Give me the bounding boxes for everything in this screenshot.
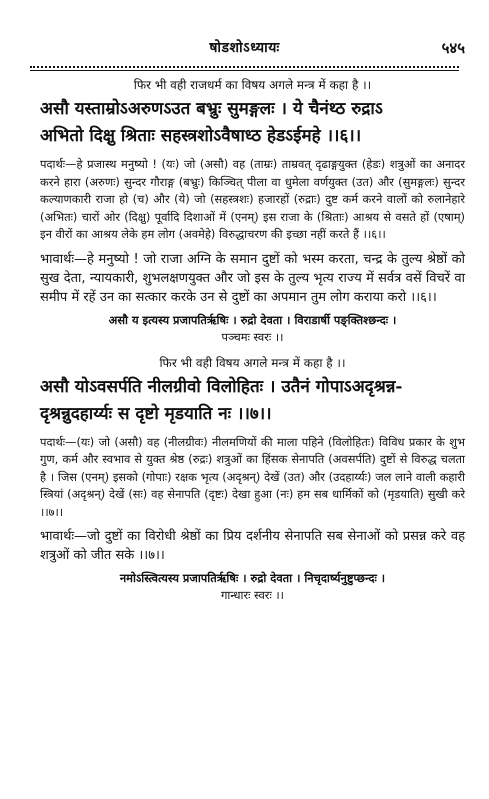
page-number: ५४५ [441,39,465,57]
page-header [24,38,465,62]
padartha-paragraph: पदार्थः—हे प्रजास्थ मनुष्यो ! (यः) जो (असौ) वह (ताम्रः) ताम्रवत् दृढाङ्गयुक्त (हेडः) शत्रुओं का अनादर करने हारा (अरुणः) सुन्दर गौराङ्ग (बभ्रुः) किञ्चित् पीला वा धुमेला वर्णयुक्त (उत) और (सुमङ्गलः) सुन्दर कल्याणकारी राजा हो (च) और (ये) जो (सहस्त्रशः) हजारहों (रुद्राः) दुष्ट कर्म करने वालों को रुलानेहारे (अभितः) चारों ओर (दिक्षु) पूर्वादि दिशाओं में (एनम्) इस राजा के (श्रिताः) आश्रय से वसते हों (एषाम्) इन वीरों का आश्रय लेके हम लोग (अवमेहे) विरुद्धाचरण की इच्छा नहीं करते हैं ।।६।। [40,157,465,241]
mantra-intro: फिर भी वही राजधर्म का विषय अगले मन्त्र में कहा है ।। [133,78,372,92]
mantra-svara: पञ्चमः स्वरः ।। [221,329,284,344]
verse-line: अभितो दिक्षु श्रिताः सहस्त्रशोऽवैषाध्ठ हेडऽईमहे ।।६।। [40,126,362,146]
verse-line: दृश्रन्नुदहार्य्यः स दृष्टो मृडयाति नः ।।७।। [40,403,272,424]
mantra-7 [40,354,465,605]
mantra-6 [40,76,465,346]
mantra-meta: नमोऽस्त्वित्यस्य प्रजापतिर्ऋषिः । रुद्रो देवता । निचृदार्ष्यनुष्टुप्छन्दः । [119,571,386,585]
padartha-paragraph: पदार्थः—(यः) जो (असौ) वह (नीलग्रीवः) नीलमणियों की माला पहिने (विलोहितः) विविध प्रकार के शुभ गुण, कर्म और स्वभाव से युक्त श्रेष्ठ (रुद्रः) शत्रुओं का हिंसक सेनापति (अवसर्पति) दुष्टों से विरुद्ध चलता है । जिस (एनम्) इसको (गोपाः) रक्षक भृत्य (अदृश्रन्) देखें (उत) और (उदहार्य्यः) जल लाने वाली कहारी स्त्रियां (अदृश्रन्) देखें (सः) वह सेनापति (दृष्टः) देखा हुआ (नः) हम सब धार्मिकों को (मृडयाति) सुखी करे ।।७।। [40,434,465,519]
bhavartha-paragraph: भावार्थः—हे मनुष्यो ! जो राजा अग्नि के समान दुष्टों को भस्म करता, चन्द्र के तुल्य श्रेष्ठों को सुख देता, न्यायकारी, शुभलक्षणयुक्त और जो इस के तुल्य भृत्य राज्य में सर्वत्र वसें विचरें वा समीप में रहें उन का सत्कार करके उन से दुष्टों का अपमान तुम लोग कराया करो ।।६।। [40,251,465,305]
verse-line: असौ यस्ताम्रोऽअरुणऽउत बभ्रुः सुमङ्गलः । ये चैनंथ्ठ रुद्राऽ [40,99,383,119]
chapter-title: षोडशोऽध्यायः [209,40,280,56]
bhavartha-paragraph: भावार्थः—जो दुष्टों का विरोधी श्रेष्ठों का प्रिय दर्शनीय सेनापति सब सेनाओं को प्रसन्न करे वह शत्रुओं को जीत सके ।।७।। [40,529,465,563]
header-divider [30,66,459,68]
mantra-meta: असौ य इत्यस्य प्रजापतिर्ऋषिः । रुद्रो देवता । विराडार्षी पङ्क्तिश्छन्दः । [108,312,397,327]
mantra-svara: गान्धारः स्वरः ।। [220,588,285,602]
page-content [40,74,465,604]
mantra-intro: फिर भी वही विषय अगले मन्त्र में कहा है ।। [159,355,346,370]
verse-line: असौ योऽवसर्पति नीलग्रीवो विलोहितः । उतैनं गोपाऽअदृश्रन्न- [40,376,403,397]
